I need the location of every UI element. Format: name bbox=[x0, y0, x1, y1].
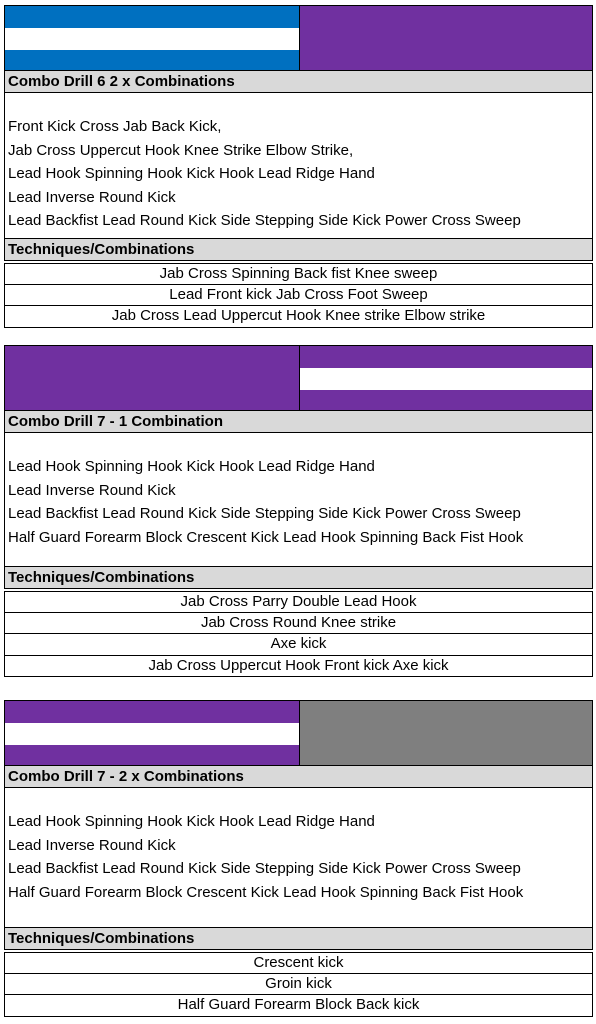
combination-line: Lead Backfist Lead Round Kick Side Stepping Side Kick Power Cross Sweep bbox=[8, 505, 521, 522]
combination-line: Jab Cross Uppercut Hook Knee Strike Elbow Strike, bbox=[8, 141, 354, 159]
techniques-header: Techniques/Combinations bbox=[4, 928, 593, 950]
purple-belt-stripe-swatch bbox=[5, 701, 299, 765]
belt-banner bbox=[4, 5, 593, 71]
technique-row: Jab Cross Lead Uppercut Hook Knee strike Elbow strike bbox=[4, 306, 593, 328]
drill-title: Combo Drill 6 2 x Combinations bbox=[4, 71, 593, 93]
combination-line: Lead Backfist Lead Round Kick Side Stepping Side Kick Power Cross Sweep bbox=[8, 212, 521, 229]
combination-line: Front Kick Cross Jab Back Kick, bbox=[8, 118, 222, 135]
combination-line: Lead Inverse Round Kick bbox=[8, 836, 176, 854]
technique-row: Crescent kick bbox=[4, 952, 593, 974]
combination-line: Lead Inverse Round Kick bbox=[8, 481, 176, 499]
purple-belt-stripe-swatch bbox=[299, 346, 593, 410]
belt-banner bbox=[4, 700, 593, 766]
drill-title: Combo Drill 7 - 1 Combination bbox=[4, 411, 593, 433]
combinations-box bbox=[4, 788, 593, 928]
technique-row: Jab Cross Spinning Back fist Knee sweep bbox=[4, 263, 593, 285]
combination-line: Lead Backfist Lead Round Kick Side Stepping Side Kick Power Cross Sweep bbox=[8, 860, 521, 877]
drill-card-6-2 bbox=[4, 5, 593, 328]
technique-row: Axe kick bbox=[4, 634, 593, 656]
technique-row: Half Guard Forearm Block Back kick bbox=[4, 995, 593, 1017]
belt-banner bbox=[4, 345, 593, 411]
purple-belt-swatch bbox=[299, 6, 593, 70]
combination-line: Lead Inverse Round Kick bbox=[8, 188, 176, 206]
techniques-header: Techniques/Combinations bbox=[4, 567, 593, 589]
drill-card-7-1 bbox=[4, 345, 593, 677]
white-stripe bbox=[5, 28, 299, 50]
technique-row: Groin kick bbox=[4, 974, 593, 996]
combination-line: Lead Hook Spinning Hook Kick Hook Lead Ridge Hand bbox=[8, 165, 375, 182]
combination-line: Half Guard Forearm Block Crescent Kick Lead Hook Spinning Back Fist Hook bbox=[8, 528, 524, 546]
combination-line: Lead Hook Spinning Hook Kick Hook Lead Ridge Hand bbox=[8, 813, 375, 830]
technique-row: Lead Front kick Jab Cross Foot Sweep bbox=[4, 285, 593, 307]
white-stripe bbox=[5, 723, 299, 745]
technique-row: Jab Cross Uppercut Hook Front kick Axe kick bbox=[4, 656, 593, 678]
combination-line: Half Guard Forearm Block Crescent Kick Lead Hook Spinning Back Fist Hook bbox=[8, 883, 524, 901]
technique-row: Jab Cross Parry Double Lead Hook bbox=[4, 591, 593, 613]
technique-row: Jab Cross Round Knee strike bbox=[4, 613, 593, 635]
techniques-header: Techniques/Combinations bbox=[4, 239, 593, 261]
combination-line: Lead Hook Spinning Hook Kick Hook Lead Ridge Hand bbox=[8, 458, 375, 475]
drill-card-7-2 bbox=[4, 700, 593, 1017]
combinations-box bbox=[4, 433, 593, 567]
purple-belt-swatch bbox=[5, 346, 299, 410]
grey-belt-swatch bbox=[299, 701, 593, 765]
blue-belt-stripe-swatch bbox=[5, 6, 299, 70]
white-stripe bbox=[300, 368, 593, 390]
drill-title: Combo Drill 7 - 2 x Combinations bbox=[4, 766, 593, 788]
combinations-box bbox=[4, 93, 593, 239]
